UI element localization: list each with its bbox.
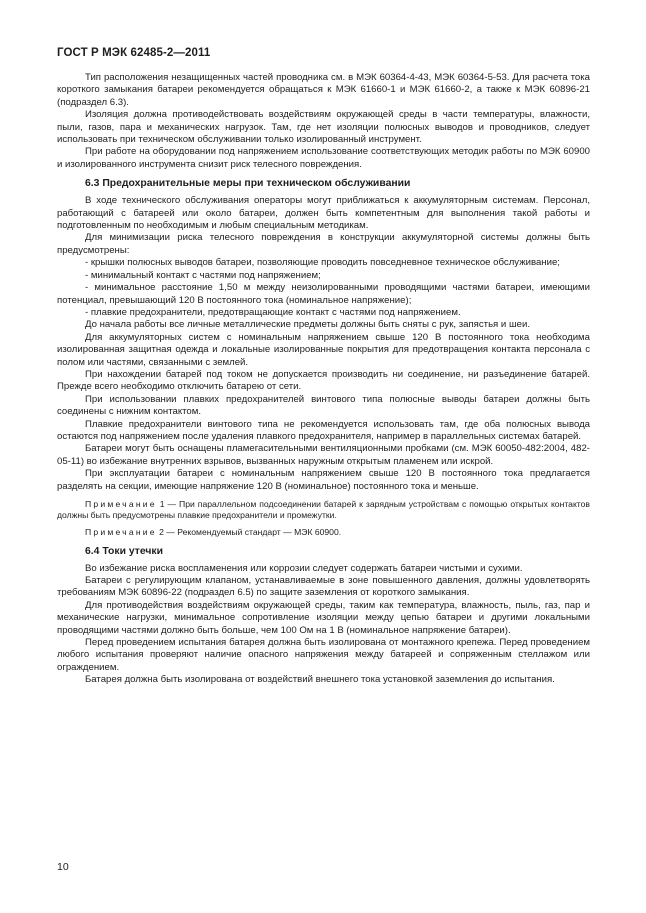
paragraph: Батарея должна быть изолирована от воздействий внешнего тока установкой заземления до испытания. — [85, 674, 555, 686]
paragraph: При нахождении батарей под током не допускается производить ни соединение, ни разъединение батарей. Прежде всего необходимо отключить батарею от сети. — [57, 368, 590, 393]
paragraph: При эксплуатации батареи с номинальным напряжением свыше 120 В постоянного тока предлагается разделять на секции, имеющие напряжение 120 В (номинальное) постоянного тока и меньше. — [57, 468, 590, 492]
list-item: - плавкие предохранители, предотвращающие контакт с частями под напряжением. — [85, 306, 461, 318]
note-text: 2 — Рекомендуемый стандарт — МЭК 60900. — [156, 527, 342, 538]
paragraph: Плавкие предохранители винтового типа не рекомендуется использовать там, где оба полюсных вывода остаются под напряжением после удаления плавкого предохранителя, например в параллельных системах батарей. — [57, 418, 590, 442]
section-heading-6-3: 6.3 Предохранительные меры при техническом обслуживании — [85, 178, 411, 190]
paragraph: Батареи могут быть оснащены пламегасительными вентиляционными пробками (см. МЭК 60050-482:2004, 482-05-11) во избежание внутренних взрывов, вызванных наружным открытым пламенем или искрой. — [57, 443, 590, 467]
paragraph: Батареи с регулирующим клапаном, устанавливаемые в зоне повышенного давления, должны удовлетворять требованиям МЭК 60896-22 (подраздел 6.5) по защите заземления от короткого замыкания. — [57, 575, 590, 599]
document-body — [57, 72, 590, 687]
note-text: 1 — При параллельном подсоединении батарей к зарядным устройствам с помощью открытых контактов должны быть предусмотрены плавкие предохранители и промежутки. — [57, 499, 590, 521]
paragraph: При использовании плавких предохранителей винтового типа полюсные выводы батареи должны быть соединены с нижним контактом. — [57, 393, 590, 418]
note-label: Примечание — [85, 527, 157, 538]
paragraph: Изоляция должна противодействовать воздействиям окружающей среды в части температуры, влажности, пыли, газов, пара и механических нагрузок. Там, где нет изоляции полюсных выводов и проводников, следует использовать при техническом обслуживании только изолированный инструмент. — [57, 109, 590, 146]
note-label: Примечание — [85, 499, 157, 509]
section-heading-6-4: 6.4 Токи утечки — [85, 545, 163, 557]
paragraph: В ходе технического обслуживания операторы могут приближаться к аккумуляторным системам. Персонал, работающий с батареей или около батареи, должен быть компетентным для выполнения такой работы и подготовленным по необходимым и любым специальным методикам. — [57, 195, 590, 232]
paragraph: Для противодействия воздействиям окружающей среды, таким как температура, влажность, пыль, газ, пар и механические нагрузки, минимальное сопротивление изоляции между цепью батареи и другими локальными проводящими частями должно быть больше, чем 100 Ом на 1 В (номинальное напряжение батареи). — [57, 599, 590, 636]
page-number: 10 — [57, 861, 69, 873]
list-item: - минимальное расстояние 1,50 м между неизолированными проводящими частями батареи, имеющими потенциал, превышающий 120 В постоянного тока (номинальное напряжение); — [57, 282, 590, 306]
document-header-title: ГОСТ Р МЭК 62485-2—2011 — [57, 47, 211, 59]
paragraph: Тип расположения незащищенных частей проводника см. в МЭК 60364-4-43, МЭК 60364-5-53. Для расчета тока короткого замыкания батареи рекомендуется обращаться к МЭК 61660-1 и МЭК 61660-2, а также к МЭК 60896-21 (подраздел 6.3). — [57, 72, 590, 108]
note-2 — [57, 527, 590, 538]
list-item: - крышки полюсных выводов батареи, позволяющие проводить повседневное техническое обслуживание; — [85, 257, 560, 269]
paragraph: Перед проведением испытания батарея должна быть изолирована от монтажного крепежа. Перед проведением любого испытания проверяют наличие опасного напряжения между батареей и сопряженным стеллажом или ограждением. — [57, 637, 590, 673]
paragraph: При работе на оборудовании под напряжением использование соответствующих методик работы по МЭК 60900 и изолированного инструмента снизит риск телесного повреждения. — [57, 146, 590, 170]
note-1 — [57, 499, 590, 521]
list-item: - минимальный контакт с частями под напряжением; — [85, 269, 321, 281]
paragraph: Для минимизации риска телесного повреждения в конструкции аккумуляторной системы должны быть предусмотрены: — [57, 232, 590, 256]
paragraph: Для аккумуляторных систем с номинальным напряжением свыше 120 В постоянного тока необходима изолированная защитная одежда и локальные изолированные покрытия для предотвращения контакта персонала с полом или частями, связанными с землей. — [57, 331, 590, 368]
paragraph: До начала работы все личные металлические предметы должны быть сняты с рук, запястья и шеи. — [85, 319, 531, 331]
paragraph: Во избежание риска воспламенения или коррозии следует содержать батареи чистыми и сухими. — [85, 562, 523, 574]
